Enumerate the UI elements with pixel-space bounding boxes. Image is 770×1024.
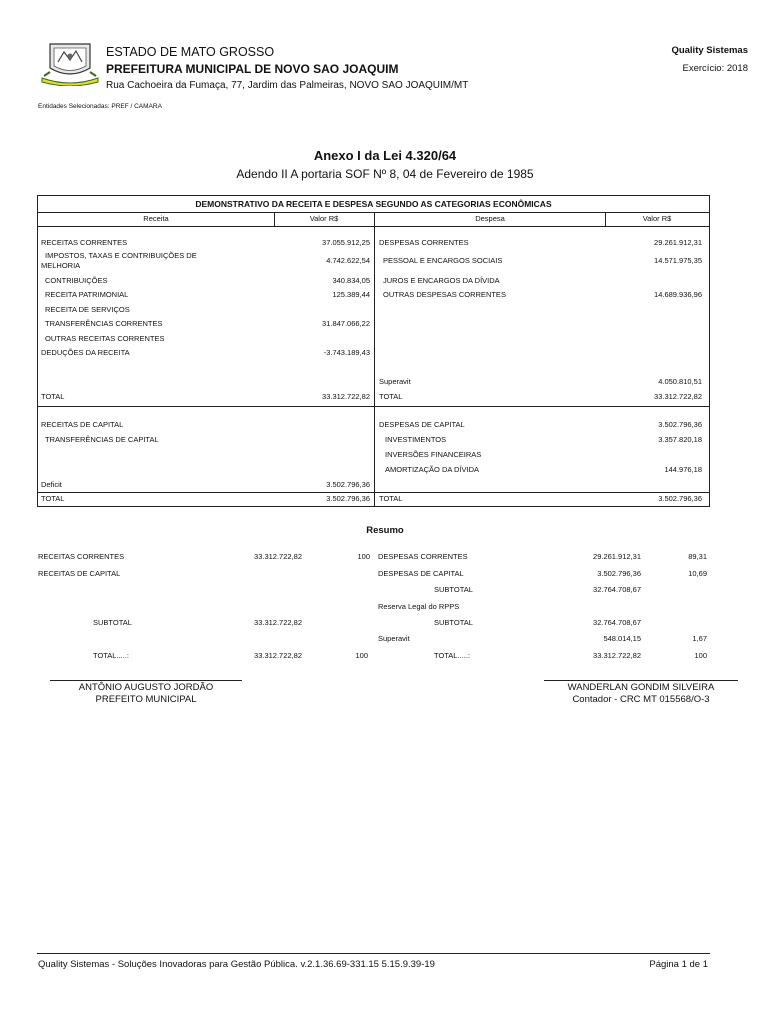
row-label: INVERSÕES FINANCEIRAS (385, 450, 482, 459)
resumo-receitas-correntes-label: RECEITAS CORRENTES (38, 552, 125, 561)
row-label: INVESTIMENTOS (385, 435, 447, 444)
row-label: CONTRIBUIÇÕES (45, 276, 108, 285)
superavit-value: 4.050.810,51 (658, 377, 702, 386)
resumo-receitas-correntes-pct: 100 (357, 552, 370, 561)
row-value: 125.389,44 (332, 290, 370, 299)
row-value: 31.847.066,22 (322, 319, 370, 328)
row-value: 144.976,18 (664, 465, 702, 474)
row-label: RECEITAS DE CAPITAL (41, 420, 124, 429)
total-label: TOTAL (379, 392, 403, 401)
row-value: 4.742.622,54 (326, 256, 370, 265)
row-label: JUROS E ENCARGOS DA DÍVIDA (383, 276, 500, 285)
row-label: OUTRAS RECEITAS CORRENTES (45, 334, 165, 343)
signatory-name-left: ANTÔNIO AUGUSTO JORDÃO (78, 682, 214, 693)
resumo-total-value: 33.312.722,82 (254, 651, 302, 660)
resumo-total-label: TOTAL.....: (434, 651, 470, 660)
section-divider (38, 406, 709, 407)
resumo-total-label: TOTAL.....: (93, 651, 129, 660)
resumo-despesas-correntes-pct: 89,31 (688, 552, 707, 561)
signature-line-right (544, 680, 738, 681)
row-label: RECEITA DE SERVIÇOS (45, 305, 130, 314)
municipal-coat-of-arms-logo (40, 42, 100, 86)
row-value: 37.055.912,25 (322, 238, 370, 247)
row-label: RECEITAS CORRENTES (41, 238, 128, 247)
row-value: 3.502.796,36 (658, 420, 702, 429)
total-value: 33.312.722,82 (322, 392, 370, 401)
resumo-total-pct: 100 (355, 651, 368, 660)
exercicio: Exercício: 2018 (682, 63, 748, 74)
total-value: 3.502.796,36 (326, 494, 370, 503)
row-label: DESPESAS CORRENTES (379, 238, 469, 247)
row-label: DEDUÇÕES DA RECEITA (41, 348, 130, 357)
resumo-subtotal-value: 32.764.708,67 (593, 618, 641, 627)
total-label: TOTAL (41, 494, 65, 503)
entidades-selecionadas: Entidades Selecionadas: PREF / CAMARA (38, 103, 162, 110)
row-value: 14.571.975,35 (654, 256, 702, 265)
row-label: MELHORIA (41, 261, 81, 270)
row-label: AMORTIZAÇÃO DA DÍVIDA (385, 465, 480, 474)
prefeitura-name: PREFEITURA MUNICIPAL DE NOVO SAO JOAQUIM (106, 62, 399, 76)
col-divider (374, 212, 375, 506)
resumo-subtotal-value: 32.764.708,67 (593, 585, 641, 594)
table-heading: DEMONSTRATIVO DA RECEITA E DESPESA SEGUNDO AS CATEGORIAS ECONÔMICAS (38, 196, 709, 213)
signatory-role-left: PREFEITO MUNICIPAL (95, 694, 197, 705)
resumo-subtotal-label: SUBTOTAL (434, 585, 473, 594)
signatory-role-right: Contador - CRC MT 015568/O-3 (572, 694, 710, 705)
total-label: TOTAL (379, 494, 403, 503)
col-divider (274, 212, 275, 226)
resumo-despesas-correntes-value: 29.261.912,31 (593, 552, 641, 561)
state-name: ESTADO DE MATO GROSSO (106, 45, 275, 59)
footer-vendor-info: Quality Sistemas - Soluções Inovadoras para Gestão Pública. v.2.1.36.69-331.15 5.15.9.39-19 (38, 959, 435, 970)
row-value: 340.834,05 (332, 276, 370, 285)
col-header-valor-despesa: Valor R$ (605, 212, 709, 227)
resumo-total-value: 33.312.722,82 (593, 651, 641, 660)
resumo-reserva-rpps-label: Reserva Legal do RPPS (378, 602, 460, 611)
resumo-despesas-capital-pct: 10,69 (688, 569, 707, 578)
page-title: Anexo I da Lei 4.320/64 (313, 148, 457, 163)
vendor-name: Quality Sistemas (671, 45, 748, 56)
row-label: PESSOAL E ENCARGOS SOCIAIS (383, 256, 503, 265)
row-label: IMPOSTOS, TAXAS E CONTRIBUIÇÕES DE (45, 251, 197, 260)
total-value: 33.312.722,82 (654, 392, 702, 401)
row-value: -3.743.189,43 (323, 348, 370, 357)
demonstrativo-table (37, 195, 710, 507)
address: Rua Cachoeira da Fumaça, 77, Jardim das Palmeiras, NOVO SAO JOAQUIM/MT (106, 80, 469, 91)
resumo-subtotal-label: SUBTOTAL (93, 618, 132, 627)
page-number: Página 1 de 1 (649, 959, 708, 970)
col-header-despesa: Despesa (375, 212, 605, 227)
resumo-despesas-correntes-label: DESPESAS CORRENTES (378, 552, 468, 561)
row-value: 29.261.912,31 (654, 238, 702, 247)
resumo-superavit-label: Superavit (378, 634, 410, 643)
col-header-valor-receita: Valor R$ (274, 212, 374, 227)
resumo-superavit-value: 548.014,15 (603, 634, 641, 643)
deficit-value: 3.502.796,36 (326, 480, 370, 489)
row-value: 3.357.820,18 (658, 435, 702, 444)
total-divider (38, 492, 709, 493)
resumo-subtotal-label: SUBTOTAL (434, 618, 473, 627)
row-label: TRANSFERÊNCIAS CORRENTES (45, 319, 163, 328)
resumo-receitas-capital-label: RECEITAS DE CAPITAL (38, 569, 121, 578)
row-label: RECEITA PATRIMONIAL (45, 290, 129, 299)
page-subtitle: Adendo II A portaria SOF Nº 8, 04 de Fevereiro de 1985 (236, 167, 534, 181)
col-header-receita: Receita (38, 212, 274, 227)
signatory-name-right: WANDERLAN GONDIM SILVEIRA (567, 682, 715, 693)
signature-line-left (50, 680, 242, 681)
row-value: 14.689.936,96 (654, 290, 702, 299)
resumo-subtotal-value: 33.312.722,82 (254, 618, 302, 627)
footer-divider (37, 953, 710, 954)
total-label: TOTAL (41, 392, 65, 401)
resumo-despesas-capital-value: 3.502.796,36 (597, 569, 641, 578)
row-label: OUTRAS DESPESAS CORRENTES (383, 290, 506, 299)
total-value: 3.502.796,36 (658, 494, 702, 503)
resumo-superavit-pct: 1,67 (692, 634, 707, 643)
row-label: TRANSFERÊNCIAS DE CAPITAL (45, 435, 159, 444)
resumo-despesas-capital-label: DESPESAS DE CAPITAL (378, 569, 464, 578)
col-divider (605, 212, 606, 226)
resumo-total-pct: 100 (694, 651, 707, 660)
superavit-label: Superavit (379, 377, 411, 386)
resumo-receitas-correntes-value: 33.312.722,82 (254, 552, 302, 561)
resumo-title: Resumo (366, 525, 404, 536)
deficit-label: Deficit (41, 480, 62, 489)
row-label: DESPESAS DE CAPITAL (379, 420, 465, 429)
